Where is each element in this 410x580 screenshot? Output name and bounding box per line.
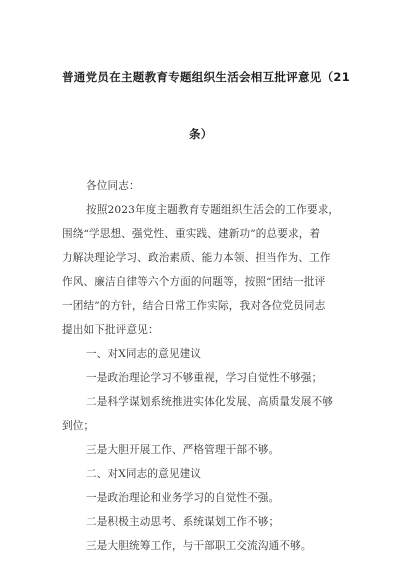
intro-line-6: 提出如下批评意见： xyxy=(62,324,159,336)
intro-line-4: 作风、廉洁自律等六个方面的问题等，按照“团结一批评 xyxy=(62,276,326,288)
intro-line-3: 力解决理论学习、政治素质、能力本领、担当作为、工作 xyxy=(62,252,331,264)
section-2-item-3: 三是大胆统筹工作，与干部职工交流沟通不够。 xyxy=(86,540,312,552)
intro-line-5: 一团结”的方针，结合日常工作实际，我对各位党员同志 xyxy=(62,300,326,312)
document-title-line-1: 普通党员在主题教育专题组织生活会相互批评意见（21 xyxy=(62,70,351,84)
section-1-item-2: 二是科学谋划系统推进实体化发展、高质量发展不够 xyxy=(86,396,334,408)
section-2-item-1: 一是政治理论和业务学习的自觉性不强。 xyxy=(86,492,280,504)
section-1-item-1: 一是政治理论学习不够重视，学习自觉性不够强； xyxy=(86,372,323,384)
intro-line-1: 按照2023年度主题教育专题组织生活会的工作要求， xyxy=(86,204,340,216)
section-2-item-2: 二是积极主动思考、系统谋划工作不够； xyxy=(86,516,280,528)
section-2-heading: 二、对X同志的意见建议 xyxy=(86,468,202,480)
salutation: 各位同志： xyxy=(86,180,140,192)
intro-line-2: 围绕“学思想、强党性、重实践、建新功”的总要求，着 xyxy=(62,228,321,240)
document-title-line-2: 条） xyxy=(189,127,213,141)
section-1-item-3: 三是大胆开展工作、严格管理干部不够。 xyxy=(86,444,280,456)
section-1-heading: 一、对X同志的意见建议 xyxy=(86,348,202,360)
section-1-item-2-cont: 到位； xyxy=(62,420,95,432)
